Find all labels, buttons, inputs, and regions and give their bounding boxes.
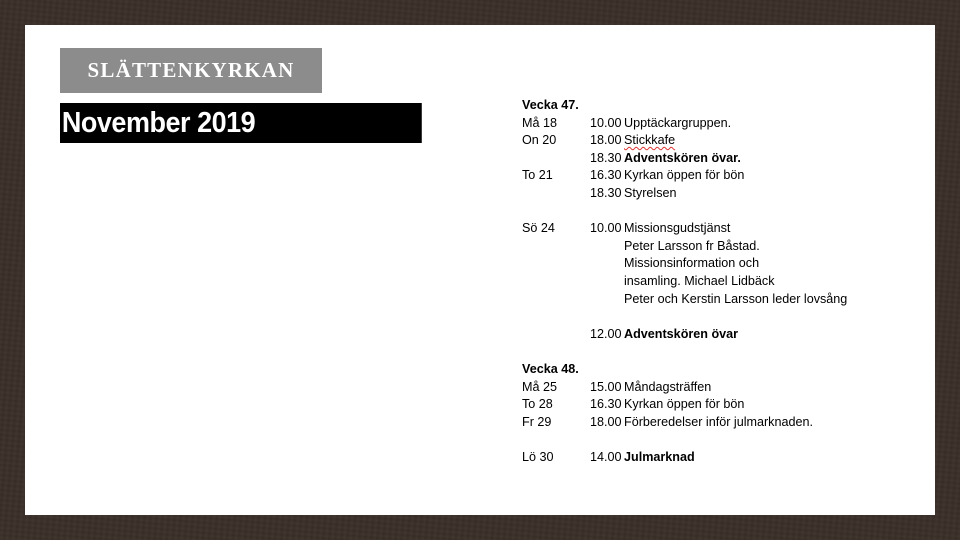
brand-title: SLÄTTENKYRKAN: [60, 48, 322, 93]
event-time: 18.30: [590, 185, 622, 200]
event-description: Peter Larsson fr Båstad.: [624, 238, 760, 253]
event-description: Förberedelser inför julmarknaden.: [624, 414, 813, 429]
event-time: 18.00: [590, 414, 622, 429]
slide: [25, 25, 935, 515]
event-description: Styrelsen: [624, 185, 677, 200]
event-description: Upptäckargruppen.: [624, 115, 732, 130]
event-description: Stickkafe: [624, 133, 676, 148]
month-title: November 2019: [60, 103, 422, 143]
event-day: To 21: [522, 168, 553, 183]
week-label: Vecka 48.: [522, 361, 579, 376]
event-description: Kyrkan öppen för bön: [624, 168, 745, 183]
event-description: Julmarknad: [624, 449, 695, 464]
event-description: Peter och Kerstin Larsson leder lovsång: [624, 291, 848, 306]
event-time: 18.00: [590, 133, 622, 148]
event-description: Adventskören övar: [624, 326, 739, 341]
event-day: Må 18: [522, 115, 558, 130]
event-description: insamling. Michael Lidbäck: [624, 273, 775, 288]
event-description: Kyrkan öppen för bön: [624, 397, 745, 412]
event-time: 18.30: [590, 150, 622, 165]
event-time: 10.00: [590, 221, 622, 236]
week-label: Vecka 47.: [522, 98, 579, 112]
event-time: 16.30: [590, 397, 622, 412]
event-time: 15.00: [590, 379, 622, 394]
event-day: Lö 30: [522, 449, 554, 464]
event-time: 14.00: [590, 449, 622, 464]
event-time: 16.30: [590, 168, 622, 183]
event-description: Måndagsträffen: [624, 379, 712, 394]
event-day: Fr 29: [522, 414, 552, 429]
event-day: Sö 24: [522, 221, 555, 236]
event-day: Må 25: [522, 379, 558, 394]
event-description: Missionsinformation och: [624, 256, 760, 271]
event-day: To 28: [522, 397, 553, 412]
event-description: Missionsgudstjänst: [624, 221, 731, 236]
event-description: Adventskören övar.: [624, 150, 741, 165]
event-time: 12.00: [590, 326, 622, 341]
event-day: On 20: [522, 133, 557, 148]
event-time: 10.00: [590, 115, 622, 130]
